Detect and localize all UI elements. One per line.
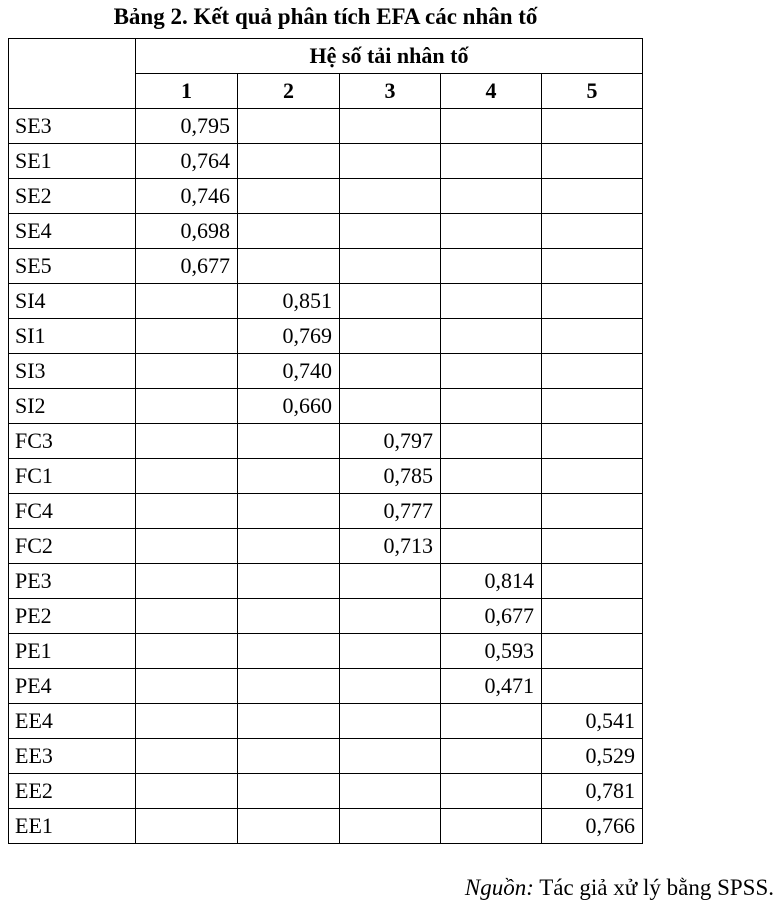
loading-cell xyxy=(238,634,340,669)
table-body xyxy=(9,109,643,844)
table-row xyxy=(9,809,643,844)
loading-cell xyxy=(441,179,542,214)
loading-cell xyxy=(441,389,542,424)
loading-cell xyxy=(441,529,542,564)
item-label: SE3 xyxy=(9,109,136,144)
loading-cell xyxy=(238,144,340,179)
loading-cell xyxy=(340,599,441,634)
item-label: SI2 xyxy=(9,389,136,424)
loading-cell xyxy=(238,424,340,459)
item-label: FC1 xyxy=(9,459,136,494)
factor-header: 3 xyxy=(340,74,441,109)
item-label: PE4 xyxy=(9,669,136,704)
item-label: PE2 xyxy=(9,599,136,634)
factor-loading-header: Hệ số tải nhân tố xyxy=(136,39,643,74)
efa-table xyxy=(8,38,643,844)
loading-cell xyxy=(238,529,340,564)
loading-cell xyxy=(441,704,542,739)
table-row xyxy=(9,669,643,704)
loading-cell: 0,529 xyxy=(542,739,643,774)
loading-cell xyxy=(136,564,238,599)
loading-cell: 0,795 xyxy=(136,109,238,144)
loading-cell xyxy=(238,704,340,739)
table-row xyxy=(9,144,643,179)
loading-cell xyxy=(238,494,340,529)
loading-cell xyxy=(441,354,542,389)
loading-cell xyxy=(238,109,340,144)
table-row xyxy=(9,249,643,284)
item-label: EE1 xyxy=(9,809,136,844)
table-row xyxy=(9,179,643,214)
table-row xyxy=(9,284,643,319)
loading-cell: 0,740 xyxy=(238,354,340,389)
loading-cell: 0,785 xyxy=(340,459,441,494)
table-row xyxy=(9,564,643,599)
loading-cell xyxy=(136,494,238,529)
loading-cell: 0,766 xyxy=(542,809,643,844)
loading-cell xyxy=(542,459,643,494)
loading-cell xyxy=(340,179,441,214)
loading-cell xyxy=(340,354,441,389)
loading-cell: 0,814 xyxy=(441,564,542,599)
loading-cell xyxy=(238,179,340,214)
table-row xyxy=(9,319,643,354)
table-title: Bảng 2. Kết quả phân tích EFA các nhân tố xyxy=(113,4,538,29)
loading-cell: 0,471 xyxy=(441,669,542,704)
loading-cell xyxy=(238,459,340,494)
loading-cell xyxy=(238,249,340,284)
loading-cell xyxy=(441,284,542,319)
table-row xyxy=(9,774,643,809)
table-row xyxy=(9,704,643,739)
loading-cell xyxy=(136,809,238,844)
source-label: Nguồn: xyxy=(464,875,534,900)
loading-cell xyxy=(238,669,340,704)
table-row xyxy=(9,459,643,494)
table-row xyxy=(9,109,643,144)
factor-header: 2 xyxy=(238,74,340,109)
loading-cell xyxy=(238,809,340,844)
table-row xyxy=(9,739,643,774)
loading-cell: 0,660 xyxy=(238,389,340,424)
loading-cell xyxy=(340,144,441,179)
loading-cell xyxy=(238,739,340,774)
loading-cell xyxy=(340,214,441,249)
loading-cell xyxy=(542,354,643,389)
loading-cell xyxy=(441,809,542,844)
loading-cell xyxy=(542,284,643,319)
loading-cell xyxy=(340,564,441,599)
loading-cell xyxy=(136,774,238,809)
item-label: SE5 xyxy=(9,249,136,284)
loading-cell xyxy=(441,739,542,774)
loading-cell xyxy=(542,319,643,354)
loading-cell xyxy=(136,599,238,634)
loading-cell xyxy=(441,459,542,494)
loading-cell: 0,593 xyxy=(441,634,542,669)
loading-cell: 0,541 xyxy=(542,704,643,739)
factor-header: 5 xyxy=(542,74,643,109)
item-label: EE4 xyxy=(9,704,136,739)
loading-cell xyxy=(542,494,643,529)
item-label: SE4 xyxy=(9,214,136,249)
loading-cell xyxy=(542,214,643,249)
item-label: EE3 xyxy=(9,739,136,774)
loading-cell xyxy=(340,284,441,319)
loading-cell xyxy=(441,319,542,354)
loading-cell xyxy=(136,389,238,424)
loading-cell xyxy=(340,109,441,144)
loading-cell xyxy=(136,424,238,459)
item-label: FC4 xyxy=(9,494,136,529)
loading-cell: 0,851 xyxy=(238,284,340,319)
loading-cell xyxy=(441,424,542,459)
loading-cell xyxy=(340,739,441,774)
loading-cell xyxy=(441,494,542,529)
table-row xyxy=(9,354,643,389)
loading-cell xyxy=(542,424,643,459)
item-label: SE2 xyxy=(9,179,136,214)
loading-cell xyxy=(542,109,643,144)
item-label: FC3 xyxy=(9,424,136,459)
loading-cell: 0,764 xyxy=(136,144,238,179)
loading-cell xyxy=(542,144,643,179)
loading-cell: 0,698 xyxy=(136,214,238,249)
item-label: SI3 xyxy=(9,354,136,389)
item-label: SI4 xyxy=(9,284,136,319)
table-row xyxy=(9,494,643,529)
source-note xyxy=(465,873,774,903)
table-row xyxy=(9,599,643,634)
loading-cell xyxy=(136,529,238,564)
loading-cell xyxy=(238,774,340,809)
table-header xyxy=(9,39,643,109)
table-row xyxy=(9,424,643,459)
loading-cell xyxy=(136,634,238,669)
loading-cell xyxy=(136,459,238,494)
loading-cell xyxy=(441,214,542,249)
loading-cell xyxy=(136,704,238,739)
loading-cell xyxy=(441,774,542,809)
loading-cell xyxy=(238,564,340,599)
loading-cell: 0,797 xyxy=(340,424,441,459)
loading-cell: 0,769 xyxy=(238,319,340,354)
loading-cell xyxy=(542,179,643,214)
table-row xyxy=(9,389,643,424)
loading-cell: 0,713 xyxy=(340,529,441,564)
item-label: SI1 xyxy=(9,319,136,354)
loading-cell xyxy=(542,599,643,634)
loading-cell xyxy=(136,354,238,389)
loading-cell: 0,677 xyxy=(441,599,542,634)
table-row xyxy=(9,529,643,564)
loading-cell xyxy=(542,249,643,284)
loading-cell xyxy=(340,704,441,739)
item-label: PE3 xyxy=(9,564,136,599)
loading-cell xyxy=(340,249,441,284)
loading-cell xyxy=(136,319,238,354)
loading-cell xyxy=(542,389,643,424)
factor-header: 1 xyxy=(136,74,238,109)
header-row-group xyxy=(9,39,643,74)
loading-cell xyxy=(136,739,238,774)
loading-cell xyxy=(136,284,238,319)
source-text: Tác giả xử lý bằng SPSS. xyxy=(533,875,774,900)
factor-header: 4 xyxy=(441,74,542,109)
loading-cell xyxy=(238,214,340,249)
loading-cell xyxy=(542,529,643,564)
loading-cell: 0,777 xyxy=(340,494,441,529)
loading-cell xyxy=(340,634,441,669)
loading-cell xyxy=(441,109,542,144)
item-label: PE1 xyxy=(9,634,136,669)
loading-cell xyxy=(542,669,643,704)
loading-cell xyxy=(136,669,238,704)
loading-cell xyxy=(441,249,542,284)
loading-cell xyxy=(542,634,643,669)
item-label: FC2 xyxy=(9,529,136,564)
loading-cell: 0,677 xyxy=(136,249,238,284)
item-label: EE2 xyxy=(9,774,136,809)
loading-cell xyxy=(340,669,441,704)
table-row xyxy=(9,634,643,669)
loading-cell xyxy=(441,144,542,179)
loading-cell xyxy=(340,774,441,809)
loading-cell xyxy=(340,319,441,354)
item-label: SE1 xyxy=(9,144,136,179)
row-label-header xyxy=(9,39,136,109)
loading-cell xyxy=(542,564,643,599)
loading-cell: 0,781 xyxy=(542,774,643,809)
table-row xyxy=(9,214,643,249)
loading-cell: 0,746 xyxy=(136,179,238,214)
loading-cell xyxy=(340,389,441,424)
loading-cell xyxy=(238,599,340,634)
loading-cell xyxy=(340,809,441,844)
